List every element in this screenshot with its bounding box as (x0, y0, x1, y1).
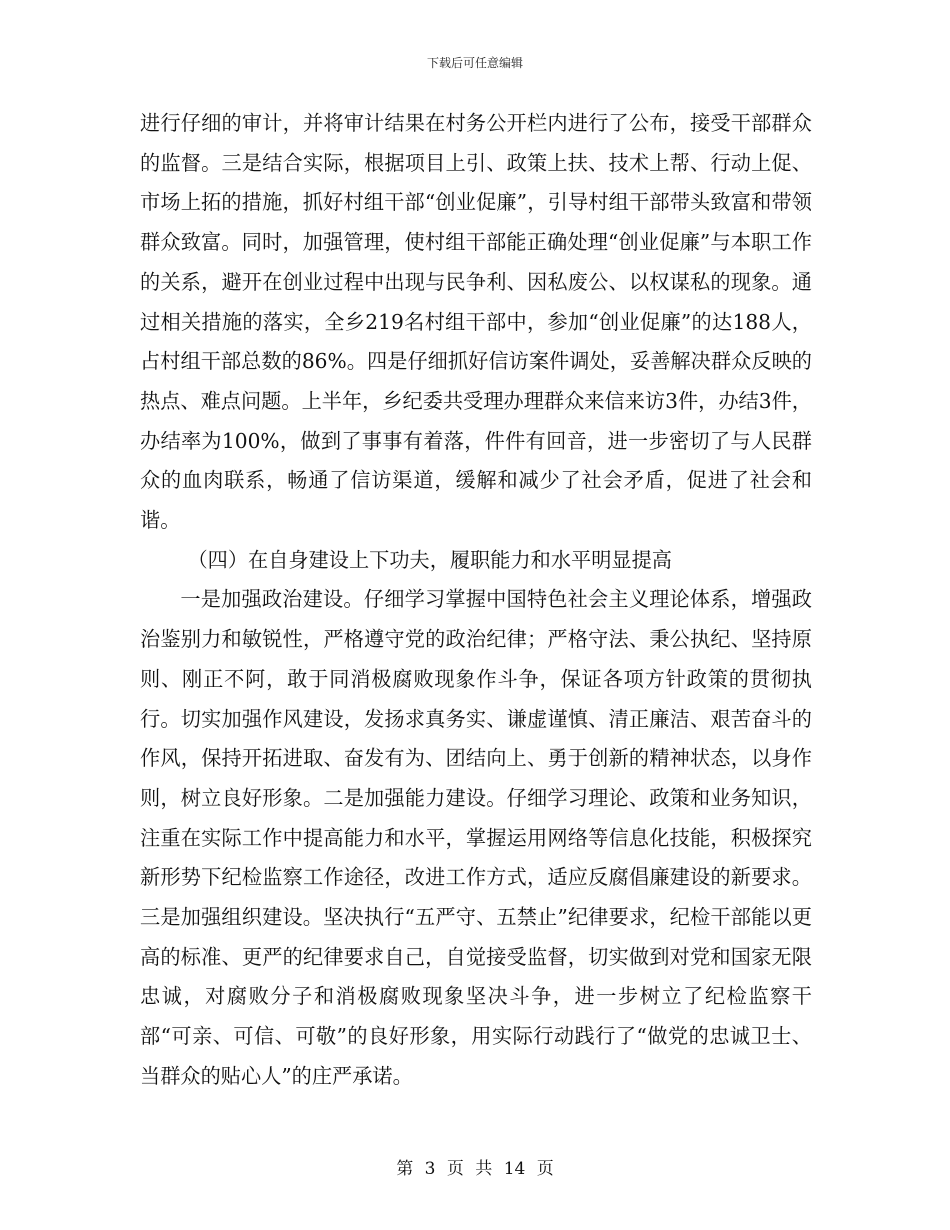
document-body (140, 104, 812, 1097)
section-heading: （四）在自身建设上下功夫，履职能力和水平明显提高 (187, 547, 672, 572)
page-number-footer: 第 3 页 共 14 页 (396, 1159, 554, 1179)
page-header: 下载后可任意编辑 (426, 56, 523, 70)
paragraph-section-body: 一是加强政治建设。仔细学习掌握中国特色社会主义理论体系，增强政治鉴别力和敏锐性，严格遵守党的政治纪律；严格守法、秉公执纪、坚持原则、刚正不阿，敢于同消极腐败现象作斗争，保证各项方针政策的贯彻执行。切实加强作风建设，发扬求真务实、谦虚谨慎、清正廉洁、艰苦奋斗的作风，保持开拓进取、奋发有为、团结向上、勇于创新的精神状态，以身作则，树立良好形象。二是加强能力建设。仔细学习理论、政策和业务知识，注重在实际工作中提高能力和水平，掌握运用网络等信息化技能，积极探究新形势下纪检监察工作途径，改进工作方式，适应反腐倡廉建设的新要求。三是加强组织建设。坚决执行“五严守、五禁止”纪律要求，纪检干部能以更高的标准、更严的纪律要求自己，自觉接受监督，切实做到对党和国家无限忠诚，对腐败分子和消极腐败现象坚决斗争，进一步树立了纪检监察干部“可亲、可信、可敬”的良好形象，用实际行动践行了“做党的忠诚卫士、当群众的贴心人”的庄严承诺。 (140, 587, 812, 1088)
paragraph-continuation: 进行仔细的审计，并将审计结果在村务公开栏内进行了公布，接受干部群众的监督。三是结合实际，根据项目上引、政策上扶、技术上帮、行动上促、市场上拓的措施，抓好村组干部“创业促廉”，引导村组干部带头致富和带领群众致富。同时，加强管理，使村组干部能正确处理“创业促廉”与本职工作的关系，避开在创业过程中出现与民争利、因私废公、以权谋私的现象。通过相关措施的落实，全乡219名村组干部中，参加“创业促廉”的达188人，占村组干部总数的86%。四是仔细抓好信访案件调处，妥善解决群众反映的热点、难点问题。上半年，乡纪委共受理办理群众来信来访3件，办结3件，办结率为100%，做到了事事有着落，件件有回音，进一步密切了与人民群众的血肉联系，畅通了信访渠道，缓解和减少了社会矛盾，促进了社会和谐。 (140, 111, 812, 533)
